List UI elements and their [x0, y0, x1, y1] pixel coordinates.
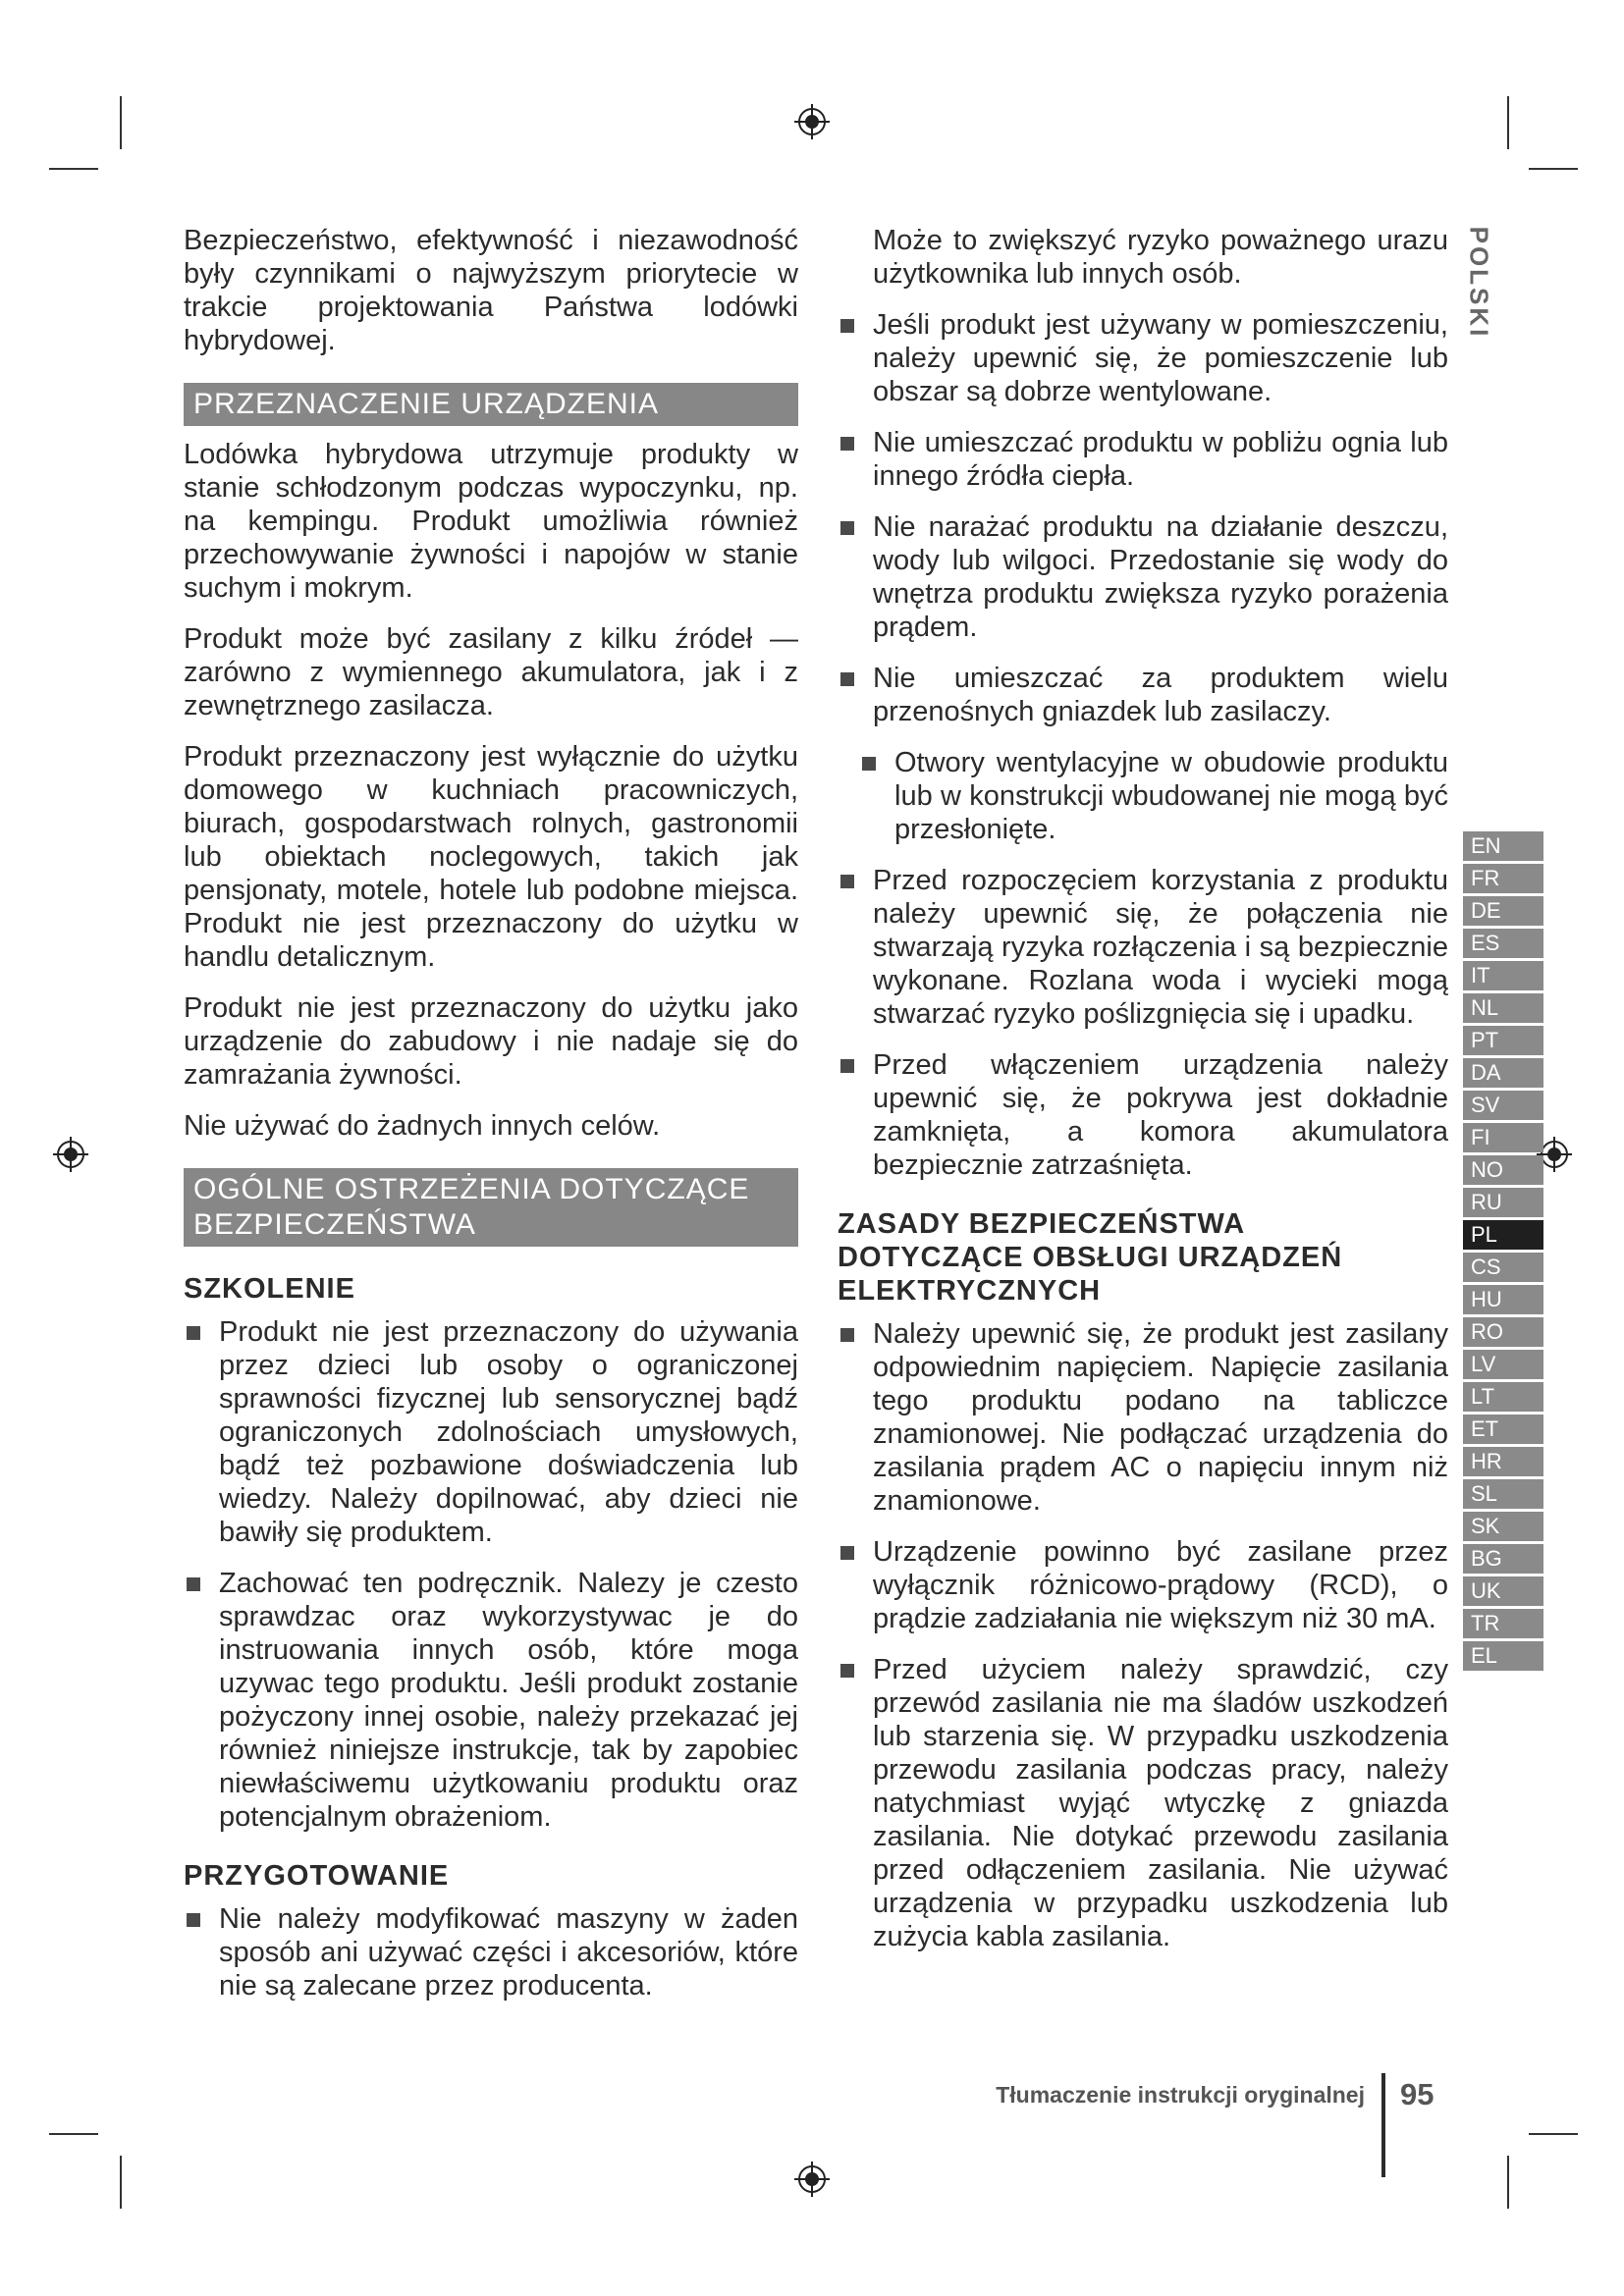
- list-item: Nie należy modyfikować maszyny w żaden sposób ani używać części i akcesoriów, które nie są zalecane przez producenta.: [184, 1902, 798, 2002]
- crop-mark: [1529, 168, 1578, 170]
- bullet-icon: [840, 1546, 854, 1560]
- bullet-icon: [840, 1328, 854, 1342]
- paragraph: Produkt może być zasilany z kilku źródeł — zarówno z wymiennego akumulatora, jak i z zewnętrznego zasilacza.: [184, 623, 798, 721]
- page-number: 95: [1400, 2077, 1435, 2111]
- language-tab-pt[interactable]: PT: [1463, 1026, 1543, 1055]
- bullet-icon: [840, 1664, 854, 1678]
- language-tab-sl[interactable]: SL: [1463, 1479, 1543, 1509]
- language-tab-nl[interactable]: NL: [1463, 993, 1543, 1023]
- language-tab-da[interactable]: DA: [1463, 1058, 1543, 1088]
- registration-mark-icon: [792, 2160, 832, 2199]
- registration-mark-icon: [792, 102, 832, 141]
- subheading-electrical-safety: ZASADY BEZPIECZEŃSTWA DOTYCZĄCE OBSŁUGI URZĄDZEŃ ELEKTRYCZNYCH: [838, 1208, 1343, 1307]
- crop-mark: [120, 96, 122, 149]
- bullet-icon: [840, 672, 854, 686]
- bullet-icon: [840, 521, 854, 535]
- bullet-icon: [187, 1913, 200, 1927]
- training-list: [184, 1315, 798, 1834]
- list-item: Nie narażać produktu na działanie deszczu, wody lub wilgoci. Przedostanie się wody do wnętrza produktu zwiększa ryzyko porażenia prądem.: [838, 510, 1448, 644]
- language-tab-fr[interactable]: FR: [1463, 864, 1543, 893]
- crop-mark: [120, 2156, 122, 2209]
- bullet-icon: [187, 1326, 200, 1340]
- bullet-icon: [840, 875, 854, 888]
- list-item: Należy upewnić się, że produkt jest zasilany odpowiednim napięciem. Napięcie zasilania tego produktu podano na tabliczce znamionowej. Nie podłączać urządzenia do zasilania prądem AC o napięciu innym niż znamionowe.: [838, 1317, 1448, 1518]
- language-tab-it[interactable]: IT: [1463, 961, 1543, 990]
- bullet-icon: [862, 757, 876, 771]
- left-column: [184, 224, 798, 2020]
- registration-mark-icon: [51, 1135, 90, 1174]
- language-tab-lt[interactable]: LT: [1463, 1382, 1543, 1412]
- list-item: Otwory wentylacyjne w obudowie produktu lub w konstrukcji wbudowanej nie mogą być przesłonięte.: [859, 746, 1448, 846]
- bullet-icon: [187, 1577, 200, 1591]
- list-item: Przed użyciem należy sprawdzić, czy przewód zasilania nie ma śladów uszkodzeń lub starzenia się. W przypadku uszkodzenia przewodu zasilania podczas pracy, należy natychmiast wyjąć wtyczkę z gniazda zasilania. Nie dotykać przewodu zasilania przed odłączeniem zasilania. Nie używać urządzenia w przypadku uszkodzenia lub zużycia kabla zasilania.: [838, 1653, 1448, 1953]
- list-item: Nie umieszczać za produktem wielu przenośnych gniazdek lub zasilaczy.: [838, 662, 1448, 728]
- paragraph: Produkt nie jest przeznaczony do użytku jako urządzenie do zabudowy i nie nadaje się do zamrażania żywności.: [184, 992, 798, 1091]
- list-item: Przed włączeniem urządzenia należy upewnić się, że pokrywa jest dokładnie zamknięta, a komora akumulatora bezpiecznie zatrzaśnięta.: [838, 1048, 1448, 1182]
- crop-mark: [49, 168, 98, 170]
- paragraph: Lodówka hybrydowa utrzymuje produkty w stanie schłodzonym podczas wypoczynku, np. na kempingu. Produkt umożliwia również przechowywanie żywności i napojów w stanie suchym i mokrym.: [184, 439, 798, 604]
- electrical-list: [838, 1317, 1448, 1953]
- language-tab-de[interactable]: DE: [1463, 896, 1543, 926]
- language-tab-ro[interactable]: RO: [1463, 1317, 1543, 1347]
- language-tab-pl[interactable]: PL: [1463, 1220, 1543, 1250]
- language-tab-no[interactable]: NO: [1463, 1155, 1543, 1185]
- language-tab-sv[interactable]: SV: [1463, 1091, 1543, 1120]
- language-index: [1463, 831, 1543, 1674]
- language-tab-sk[interactable]: SK: [1463, 1512, 1543, 1541]
- language-tab-hr[interactable]: HR: [1463, 1447, 1543, 1476]
- language-tab-hu[interactable]: HU: [1463, 1285, 1543, 1314]
- crop-mark: [49, 2133, 98, 2135]
- list-item: Jeśli produkt jest używany w pomieszczeniu, należy upewnić się, że pomieszczenie lub obszar są dobrze wentylowane.: [838, 308, 1448, 408]
- paragraph: Produkt przeznaczony jest wyłącznie do użytku domowego w kuchniach pracowniczych, biurach, gospodarstwach rolnych, gastronomii lub obiektach noclegowych, takich jak pensjonaty, motele, hotele lub podobne miejsca. Produkt nie jest przeznaczony do użytku w handlu detalicznym.: [184, 741, 798, 973]
- list-item: Przed rozpoczęciem korzystania z produktu należy upewnić się, że połączenia nie stwarzają ryzyka rozłączenia i są bezpiecznie wykonane. Rozlana woda i wycieki mogą stwarzać ryzyko poślizgnięcia się i upadku.: [838, 864, 1448, 1031]
- language-tab-uk[interactable]: UK: [1463, 1576, 1543, 1606]
- intro-paragraph: Bezpieczeństwo, efektywność i niezawodność były czynnikami o najwyższym priorytecie w trakcie projektowania Państwa lodówki hybrydowej.: [184, 225, 798, 356]
- list-item: Nie umieszczać produktu w pobliżu ognia lub innego źródła ciepła.: [838, 426, 1448, 493]
- crop-mark: [1507, 2156, 1509, 2209]
- paragraph: Nie używać do żadnych innych celów.: [184, 1110, 661, 1142]
- bullet-icon: [840, 1059, 854, 1073]
- crop-mark: [1529, 2133, 1578, 2135]
- footer-caption: Tłumaczenie instrukcji oryginalnej: [996, 2082, 1365, 2108]
- crop-mark: [1507, 96, 1509, 149]
- list-item: Zachować ten podręcznik. Nalezy je czesto sprawdzac oraz wykorzystywac je do instruowania innych osób, które moga uzywac tego produktu. Jeśli produkt zostanie pożyczony innej osobie, należy przekazać jej również niniejsze instrukcje, tak by zapobiec niewłaściwemu użytkowaniu produktu oraz potencjalnym obrażeniom.: [184, 1567, 798, 1834]
- list-item: Produkt nie jest przeznaczony do używania przez dzieci lub osoby o ograniczonej sprawności fizycznej lub sensorycznej bądź ograniczonych zdolnościach umysłowych, bądź też pozbawione doświadczenia lub wiedzy. Należy dopilnować, aby dzieci nie bawiły się produktem.: [184, 1315, 798, 1549]
- footer-divider: [1381, 2073, 1385, 2177]
- language-tab-fi[interactable]: FI: [1463, 1123, 1543, 1152]
- bullet-icon: [840, 437, 854, 451]
- safety-list: [838, 308, 1448, 1182]
- language-tab-en[interactable]: EN: [1463, 831, 1543, 861]
- section-heading-safety-warnings: OGÓLNE OSTRZEŻENIA DOTYCZĄCE BEZPIECZEŃSTWA: [184, 1168, 798, 1247]
- section-heading-intended-use: PRZEZNACZENIE URZĄDZENIA: [184, 383, 798, 426]
- language-side-tab: POLSKI: [1464, 226, 1494, 340]
- language-tab-tr[interactable]: TR: [1463, 1609, 1543, 1638]
- language-tab-et[interactable]: ET: [1463, 1415, 1543, 1444]
- language-tab-bg[interactable]: BG: [1463, 1544, 1543, 1574]
- list-item: Urządzenie powinno być zasilane przez wyłącznik różnicowo-prądowy (RCD), o prądzie zadziałania nie większym niż 30 mA.: [838, 1535, 1448, 1635]
- continuation-paragraph: Może to zwiększyć ryzyko poważnego urazu użytkownika lub innych osób.: [873, 225, 1448, 290]
- language-tab-lv[interactable]: LV: [1463, 1350, 1543, 1379]
- language-tab-cs[interactable]: CS: [1463, 1253, 1543, 1282]
- language-tab-es[interactable]: ES: [1463, 929, 1543, 958]
- preparation-list: [184, 1902, 798, 2002]
- subheading-training: SZKOLENIE: [184, 1273, 355, 1305]
- language-tab-el[interactable]: EL: [1463, 1641, 1543, 1671]
- subheading-preparation: PRZYGOTOWANIE: [184, 1860, 450, 1892]
- right-column: [838, 224, 1448, 1971]
- bullet-icon: [840, 319, 854, 333]
- language-tab-ru[interactable]: RU: [1463, 1188, 1543, 1217]
